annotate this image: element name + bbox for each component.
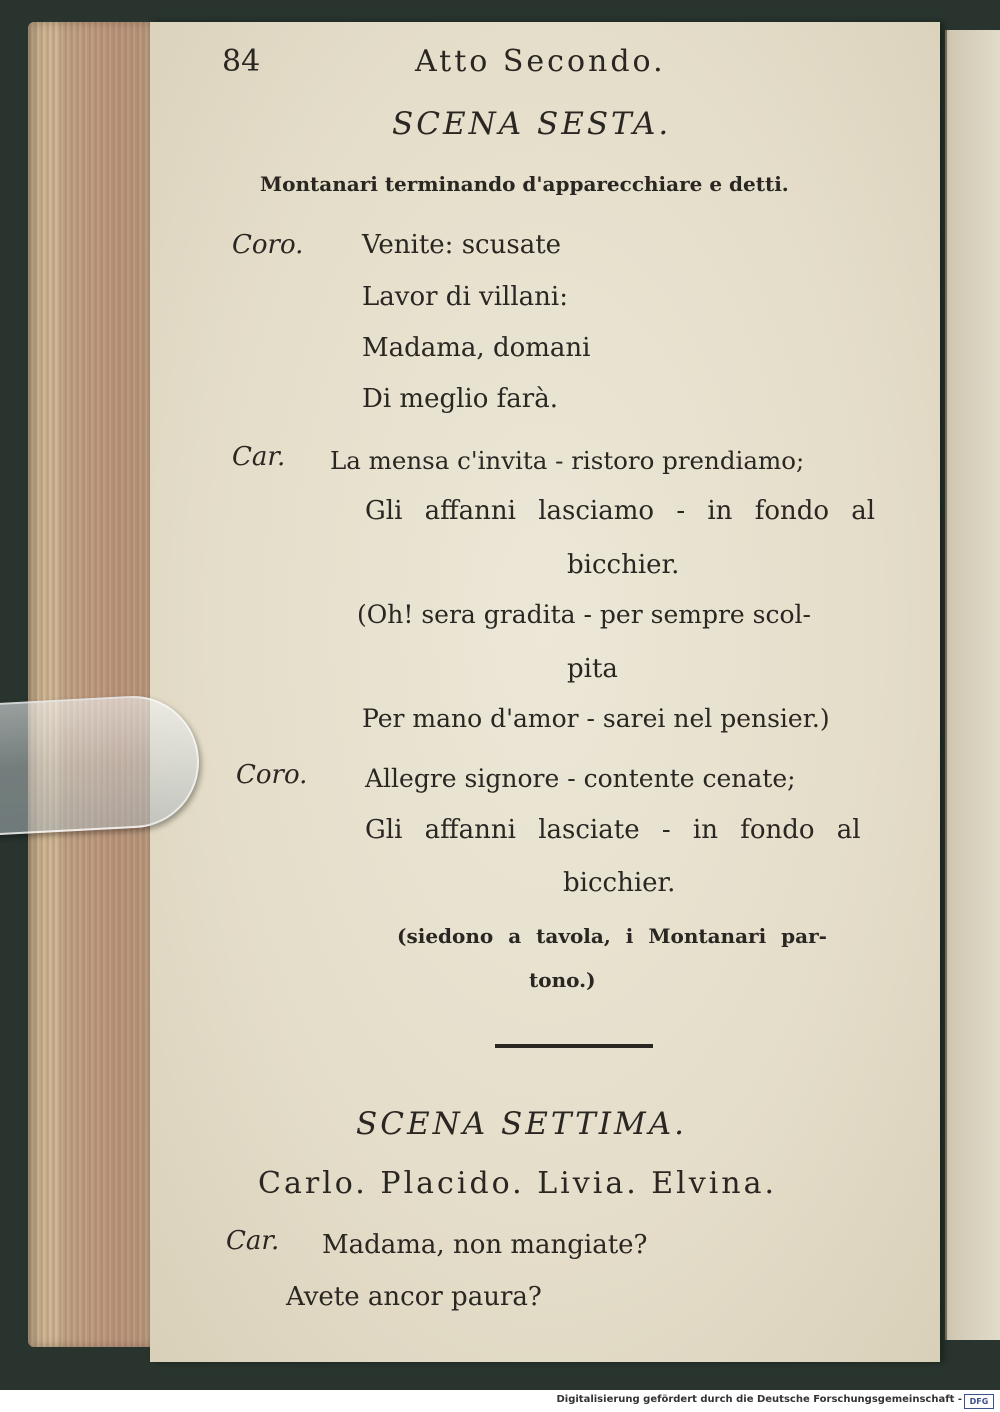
verse-line: Madama, non mangiate?: [322, 1230, 648, 1260]
stage-direction: (siedono a tavola, i Montanari par-: [397, 924, 827, 948]
verse-line: Allegre signore - contente cenate;: [365, 764, 796, 793]
scene-title: SCENA SETTIMA.: [356, 1106, 687, 1142]
verse-line: bicchier.: [567, 550, 680, 580]
speaker-car: Car.: [232, 442, 286, 472]
facing-page-edge: [945, 30, 1000, 1340]
verse-line: Lavor di villani:: [362, 282, 568, 312]
character-list: Carlo. Placido. Livia. Elvina.: [258, 1166, 778, 1201]
dfg-logo-icon: DFG: [964, 1394, 994, 1409]
verse-line: La mensa c'invita - ristoro prendiamo;: [330, 446, 805, 475]
stage-direction: Montanari terminando d'apparecchiare e detti.: [260, 172, 789, 196]
verse-line: Di meglio farà.: [362, 384, 558, 414]
speaker-coro: Coro.: [232, 230, 304, 260]
verse-line: Gli affanni lasciamo - in fondo al: [365, 496, 876, 526]
book-page: [150, 22, 940, 1362]
verse-line: bicchier.: [563, 868, 676, 898]
verse-line: (Oh! sera gradita - per sempre scol-: [357, 600, 811, 629]
verse-line: Venite: scusate: [362, 230, 562, 260]
verse-line: Avete ancor paura?: [286, 1282, 542, 1312]
section-divider: [495, 1044, 653, 1048]
verse-line: Madama, domani: [362, 333, 591, 363]
speaker-coro: Coro.: [236, 760, 308, 790]
scene-title: SCENA SESTA.: [392, 106, 672, 142]
verse-line: Gli affanni lasciate - in fondo al: [365, 815, 861, 845]
verse-line: Per mano d'amor - sarei nel pensier.): [362, 704, 830, 733]
book-page-edges-shade: [60, 22, 156, 1347]
verse-line: pita: [567, 654, 618, 684]
stage-direction: tono.): [529, 968, 596, 992]
footer-credit: Digitalisierung gefördert durch die Deutsche Forschungsgemeinschaft -: [556, 1394, 962, 1405]
running-title: Atto Secondo.: [415, 44, 666, 79]
digitization-footer: [0, 1390, 1000, 1412]
speaker-car: Car.: [226, 1226, 280, 1256]
page-holder-clip: [0, 693, 202, 836]
page-number: 84: [222, 44, 261, 79]
